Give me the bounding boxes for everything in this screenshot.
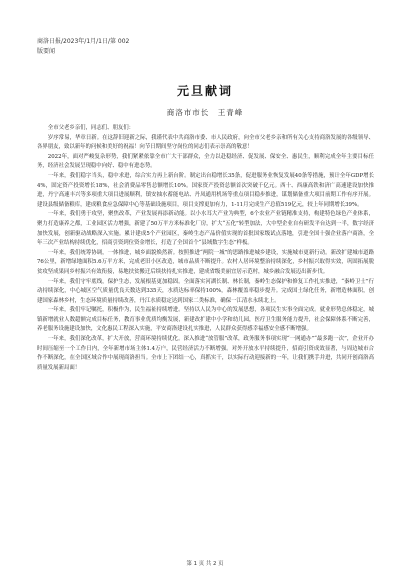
body-paragraph: 一年来，我们守牢底线，保护生态，发展根基更加稳固。全面落实河湖长制、林长制，秦岭生态保护和修复工作扎实推进，“秦岭卫士”行动持续深化，中心城区空气质量优良天数达到335天，水质达标率保持100%，森林覆盖率稳步提升。完成国土绿化任务，新增造林面积，创建国家森林乡村，生态环境质量持续改善，丹江水质稳定达到国家二类标准，确保一江清水永续北上。 — [37, 278, 374, 304]
body-paragraph: 一年来，我们稳字当头，稳中求进，综合实力再上新台阶。制定出台稳增长35条，促进服务业恢复发展40条等措施，预计全年GDP增长4%，固定资产投资增长18%，社会消费品零售总额增长10%。国家资产投资总额首次突破千亿元。西十、西康高铁和济广高速建设加快推进，丹宁高速丰兴等多项重大项目进展顺利，镇安抽水蓄能电站、丹凤通用机场等重点项目稳步推进，谋划储备重大项目前期工作有序开展。建设县级储备粮库，建成粮食应急保障中心等基础设施项目，项目支撑更加有力，1-11月完成生产总值519亿元，较上年同期增长39%。 — [37, 172, 374, 208]
body-paragraph: 一年来，我们深化改革，扩大开放，营商环境持续优化。深入推进“放管服”改革，政务服务事项实现“一网通办”“最多跑一次”，企业开办时间压缩至一个工作日内，全年新增市场主体1.4万户，民营经济活力不断增强。对外开放水平持续提升，招商引资成效显著，与周边城市合作不断深化，在全国区域合作中展现商洛担当。全市上下团结一心，真抓实干，以实际行动迎接新的一年，让我们携手并进，共同开创商洛高质量发展新局面！ — [37, 336, 374, 371]
salutation-paragraph: 全市父老乡亲们，同志们、朋友们： — [47, 125, 135, 131]
article-author: 商洛市市长 王青峰 — [166, 108, 244, 117]
article-title: 元旦献词 — [176, 84, 233, 98]
source-line: 商洛日报/2023年/1月/1日/第 002 — [37, 38, 130, 45]
article-body — [37, 124, 374, 373]
body-paragraph: 一年来，我们牢记嘱托，积极作为，民生福祉持续增进。坚持以人民为中心的发展思想，各项民生实事全面完成。就业形势总体稳定，城镇新增就业人数超额完成目标任务，教育事业优质均衡发展，新建改扩建中小学和幼儿园，医疗卫生服务能力提升，社会保障体系不断完善，养老服务设施建设加快，文化惠民工程深入实施，平安商洛建设扎实推进，人民群众获得感幸福感安全感不断增强。 — [37, 307, 374, 333]
body-paragraph: 岁序常易，华章日新。在这辞旧迎新之际，我谨代表中共商洛市委、市人民政府，向全市父老乡亲和所有关心支持商洛发展的各级领导、各界朋友，致以新年的问候和美好的祝福！向节日期间坚守岗位的同志们表示崇高的敬意！ — [37, 134, 374, 151]
section-line: 版要闻 — [37, 48, 56, 55]
body-paragraph: 一年来，我们统筹协调，一体推进，城乡面貌焕然新。按照推进“两院一城”的思路推进城乡建设，实施城市更新行动。新改扩建城市道路76公里，新增绿地面积5.6万平方米，完成老旧小区改造，城市品质不断提升。农村人居环境整治持续深化，乡村振兴取得实效，巩固拓展脱贫攻坚成果同乡村振兴有效衔接，易地扶贫搬迁后续扶持扎实推进，建成省级美丽宜居示范村，城乡融合发展迈出新步伐。 — [37, 249, 374, 275]
page-indicator: 第 1 页 共 2 页 — [186, 561, 224, 567]
body-paragraph: 一年来，我们勇于攻坚，聚焦改革，产业发展再添新动能。以小水耳大产业为典型，6个农业产业链精准支持，构建特色绿色产业体系，聚力打造康养之都，工业园区活力增强，新建了50万平方米标准化厂房，扩大“五化”转型加法，大中型企业自有研发平台达到一半，数字经济加快发展，创新驱动战略深入实施。累计建成5个产业园区，秦岭生态产品价值实现的首批国家级试点落地，引进全国十强企业落户商洛，全年三次产业结构持续优化，招商引资到位资金增长，打造了全国首个“县域数字生态”样板。 — [37, 211, 374, 247]
body-paragraph: 2022年，面对严峻复杂形势，我们紧紧依靠全市广大干部群众，全力以赴稳经济、促发展、保安全、惠民生，顺利完成全年主要目标任务，经济社会发展呈现稳中向好、稳中有进态势。 — [37, 153, 374, 170]
